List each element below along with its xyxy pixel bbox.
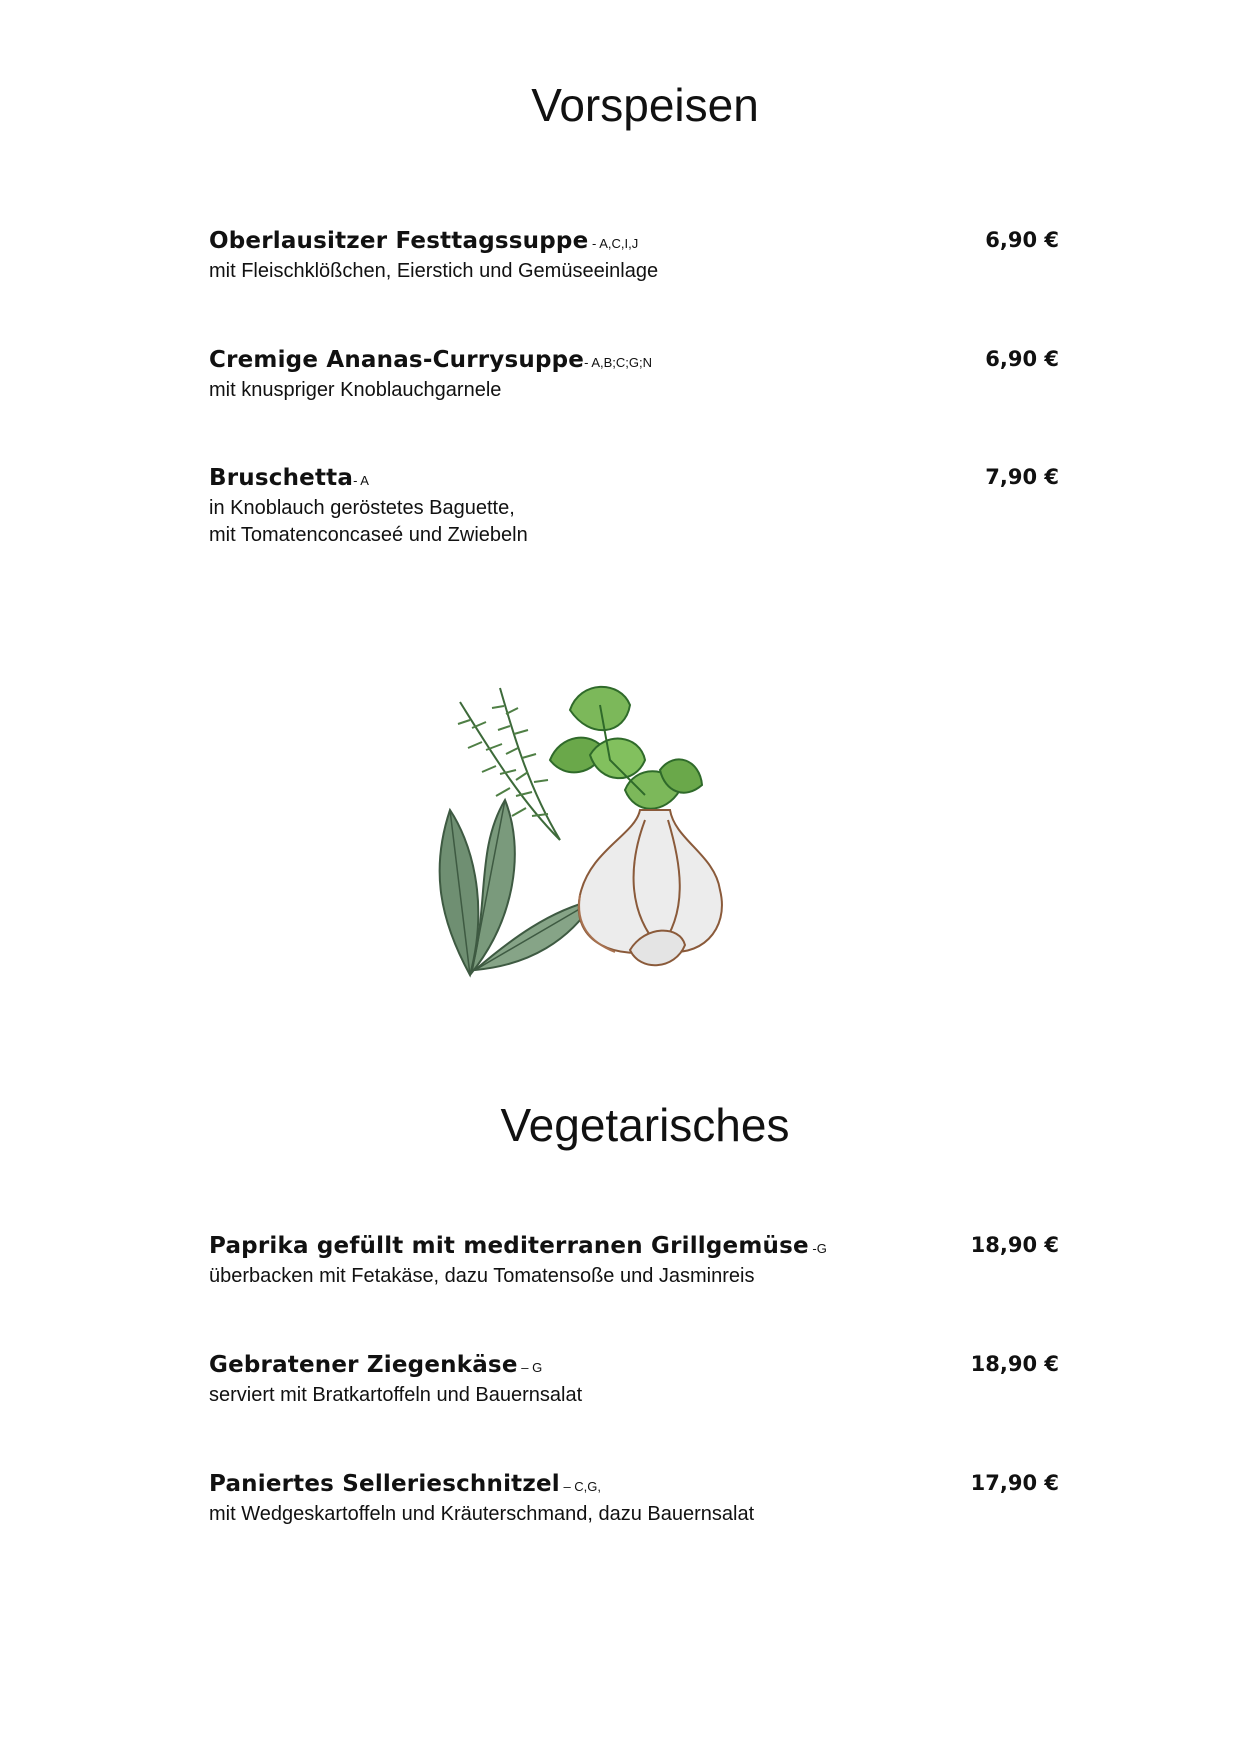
dish-name: Oberlausitzer Festtagssuppe [209, 228, 589, 254]
dish-price: 17,90 € [970, 1471, 1059, 1495]
dish-description [209, 1382, 1059, 1409]
dish-description [209, 1501, 1059, 1528]
menu-item [209, 228, 1059, 285]
dish-price: 6,90 € [985, 228, 1059, 252]
allergen-codes: - A,B;C;G;N [584, 355, 652, 370]
description-line: mit Tomatenconcaseé und Zwiebeln [209, 524, 528, 546]
allergen-codes: – C,G, [559, 1479, 602, 1494]
description-line: mit knuspriger Knoblauchgarnele [209, 379, 502, 401]
description-line: mit Wedgeskartoffeln und Kräuterschmand, dazu Bauernsalat [209, 1503, 755, 1525]
dish-description [209, 495, 1059, 549]
dish-price: 18,90 € [970, 1352, 1059, 1376]
dish-price: 18,90 € [970, 1233, 1059, 1257]
menu-item [209, 465, 1059, 549]
herbs-garlic-illustration [430, 680, 750, 990]
menu-item [209, 1233, 1059, 1290]
dish-description [209, 1263, 1059, 1290]
description-line: überbacken mit Fetakäse, dazu Tomatensoße und Jasminreis [209, 1265, 755, 1287]
dish-name: Paniertes Sellerieschnitzel [209, 1471, 560, 1497]
description-line: in Knoblauch geröstetes Baguette, [209, 497, 515, 519]
allergen-codes: - A [353, 473, 369, 488]
menu-item [209, 1352, 1059, 1409]
dish-name: Cremige Ananas-Currysuppe [209, 347, 585, 373]
description-line: mit Fleischklößchen, Eierstich und Gemüseeinlage [209, 260, 659, 282]
sage-leaf-icon [440, 800, 595, 975]
dish-price: 6,90 € [985, 347, 1059, 371]
dish-description [209, 377, 1059, 404]
dish-name: Bruschetta [209, 465, 354, 491]
dish-name: Paprika gefüllt mit mediterranen Grillgemüse [209, 1233, 809, 1259]
section-title-vorspeisen: Vorspeisen [531, 79, 759, 131]
description-line: serviert mit Bratkartoffeln und Bauernsalat [209, 1384, 583, 1406]
allergen-codes: -G [808, 1241, 827, 1256]
menu-item [209, 347, 1059, 404]
garlic-icon [579, 810, 722, 965]
dish-price: 7,90 € [985, 465, 1059, 489]
dish-description [209, 258, 1059, 285]
allergen-codes: - A,C,I,J [588, 236, 639, 251]
basil-leaf-icon [550, 687, 702, 809]
section-title-vegetarisches: Vegetarisches [500, 1099, 790, 1151]
dish-name: Gebratener Ziegenkäse [209, 1352, 518, 1378]
allergen-codes: – G [517, 1360, 543, 1375]
menu-item [209, 1471, 1059, 1528]
